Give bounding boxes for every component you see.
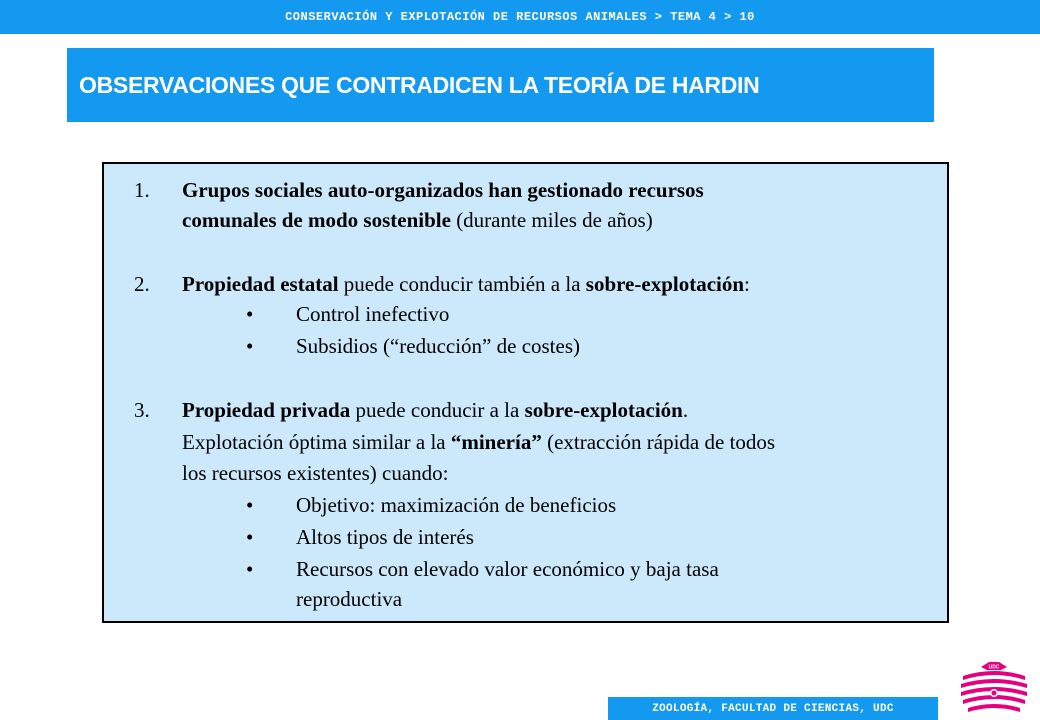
item-3-bullet-1: Objetivo: maximización de beneficios bbox=[296, 493, 617, 517]
item-1-bold-text: Grupos sociales auto-organizados han gestionado recursos bbox=[182, 178, 704, 202]
slide-title: OBSERVACIONES QUE CONTRADICEN LA TEORÍA DE HARDIN bbox=[79, 72, 760, 98]
title-banner bbox=[67, 48, 934, 122]
bullet-icon: • bbox=[246, 525, 254, 549]
item-2-bullet-1: Control inefectivo bbox=[296, 302, 450, 326]
item-3-line-3: los recursos existentes) cuando: bbox=[182, 461, 449, 485]
item-3-line-1 bbox=[182, 397, 688, 423]
university-logo-icon bbox=[958, 655, 1030, 717]
item-1-number: 1. bbox=[134, 178, 150, 202]
bullet-icon: • bbox=[246, 493, 254, 517]
item-2-end: : bbox=[744, 272, 750, 296]
item-3-bullet-2: Altos tipos de interés bbox=[296, 525, 474, 549]
item-3-bullet-3: Recursos con elevado valor económico y baja tasa bbox=[296, 557, 719, 581]
item-3-line-2-bold: “minería” bbox=[450, 430, 542, 454]
item-2-bold-b: sobre-explotación bbox=[585, 272, 745, 296]
item-2-number: 2. bbox=[134, 272, 150, 296]
item-2-mid: puede conducir también a la bbox=[338, 272, 586, 296]
item-3-line-2 bbox=[182, 429, 775, 455]
item-1-line-1 bbox=[182, 177, 704, 203]
item-3-end: . bbox=[682, 398, 689, 422]
item-2-bullet-2: Subsidios (“reducción” de costes) bbox=[296, 334, 581, 358]
item-3-bullet-3-continued: reproductiva bbox=[296, 587, 403, 611]
logo-banner-text: UDC bbox=[988, 664, 1000, 671]
item-2-bold-a: Propiedad estatal bbox=[182, 272, 339, 296]
item-3-number: 3. bbox=[134, 398, 150, 422]
item-3-bold-a: Propiedad privada bbox=[182, 398, 351, 422]
header-breadcrumb: CONSERVACIÓN Y EXPLOTACIÓN DE RECURSOS ANIMALES > TEMA 4 > 10 bbox=[0, 0, 1040, 34]
item-3-bold-b: sobre-explotación bbox=[524, 398, 683, 422]
item-1-line-2 bbox=[182, 207, 653, 233]
footer-institution: ZOOLOGÍA, FACULTAD DE CIENCIAS, UDC bbox=[608, 697, 938, 720]
bullet-icon: • bbox=[246, 334, 254, 358]
content-panel bbox=[102, 162, 949, 623]
item-1-rest-text: (durante miles de años) bbox=[450, 208, 653, 232]
bullet-icon: • bbox=[246, 302, 254, 326]
item-3-line-2-post: (extracción rápida de todos bbox=[541, 430, 776, 454]
item-1-bold-text-2: comunales de modo sostenible bbox=[182, 208, 451, 232]
item-3-line-2-pre: Explotación óptima similar a la bbox=[182, 430, 451, 454]
item-3-mid: puede conducir a la bbox=[350, 398, 525, 422]
bullet-icon: • bbox=[246, 557, 254, 581]
item-2-line-1 bbox=[182, 271, 750, 297]
